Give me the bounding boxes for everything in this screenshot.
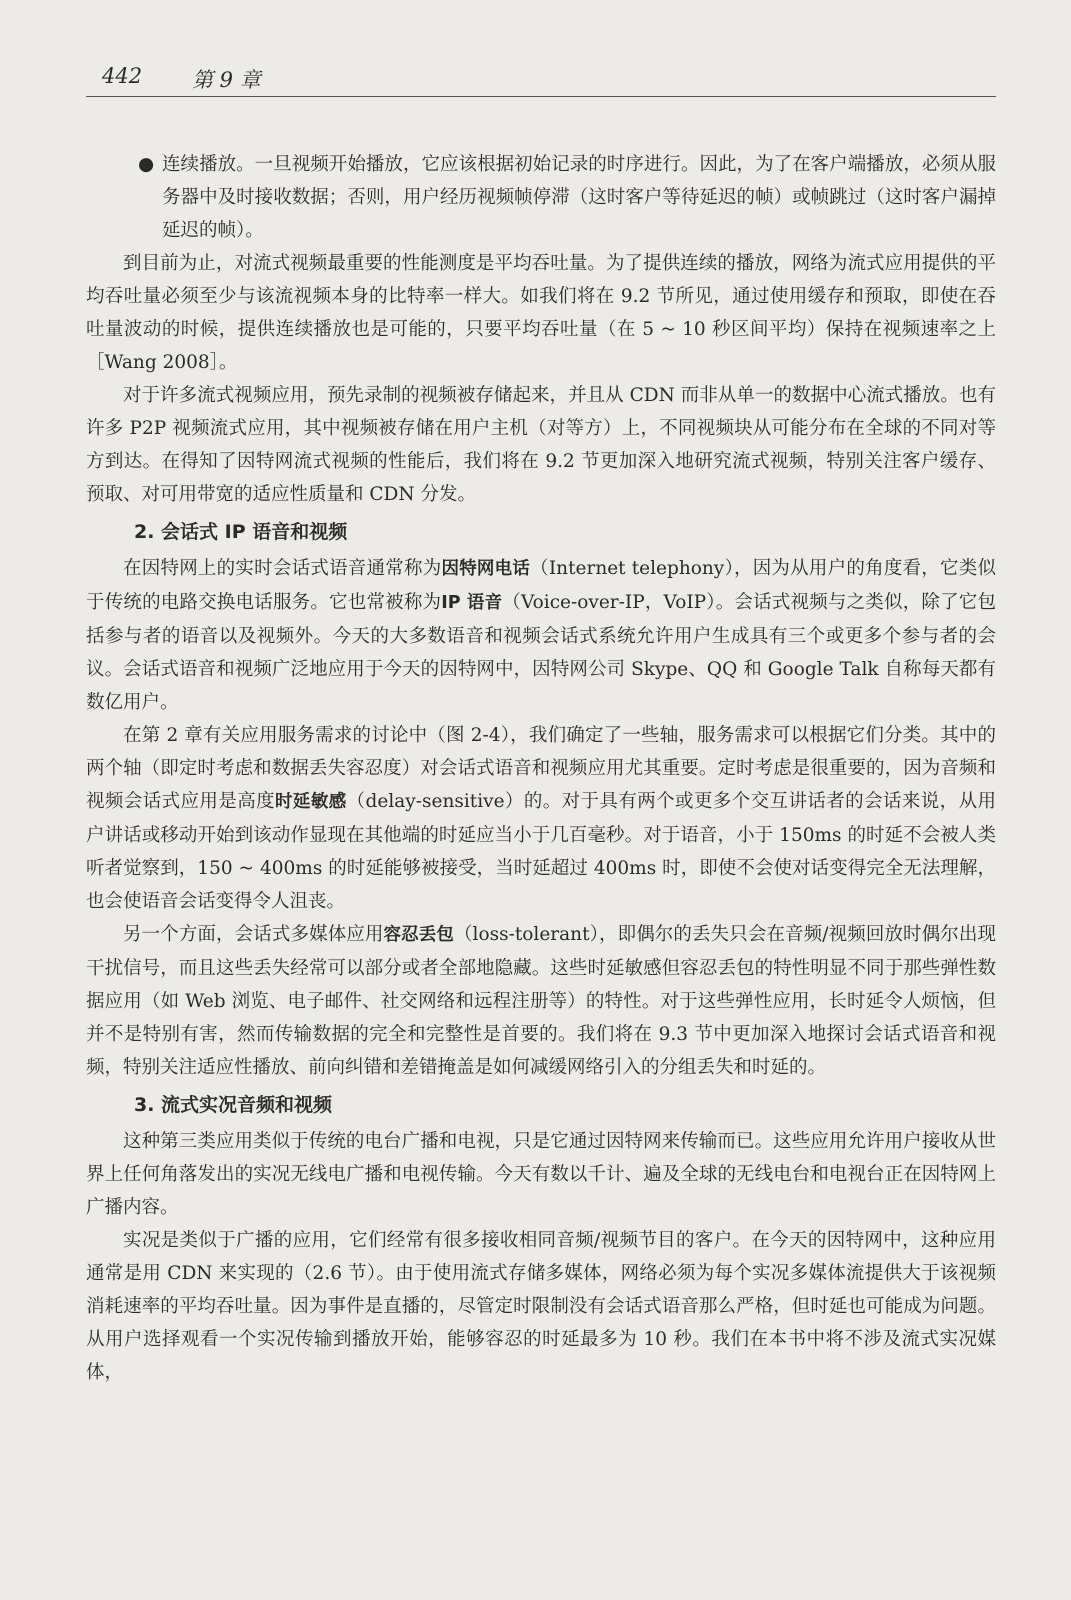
term-internet-telephony: 因特网电话 — [441, 559, 531, 579]
term-voip: IP 语音 — [441, 593, 503, 613]
bullet-continuous-playout — [86, 148, 996, 247]
text-run: （delay-sensitive）的。对于具有两个或更多个交互讲话者的会话来说，从用户讲话或移动开始到该动作显现在其他端的时延应当小于几百毫秒。对于语音，小于 150ms 的时延不会被人类听者觉察到，150 ~ 400ms 的时延能够被接受，当时延超过 400ms 时，即使不会使对话变得完全无法理解，也会使语音会话变得令人沮丧。 — [86, 791, 996, 912]
page-number: 442 — [102, 64, 143, 88]
paragraph-live-cdn: 实况是类似于广播的应用，它们经常有很多接收相同音频/视频节目的客户。在今天的因特网中，这种应用通常是用 CDN 来实现的（2.6 节）。由于使用流式存储多媒体，网络必须为每个实况多媒体流提供大于该视频消耗速率的平均吞吐量。因为事件是直播的，尽管定时限制没有会话式语音那么严格，但时延也可能成为问题。从用户选择观看一个实况传输到播放开始，能够容忍的时延最多为 10 秒。我们在本书中将不涉及流式实况媒体， — [86, 1230, 996, 1383]
page-header — [86, 60, 996, 97]
paragraph-delay-sensitive — [86, 719, 996, 918]
term-loss-tolerant: 容忍丢包 — [383, 925, 454, 945]
paragraph-live-broadcast: 这种第三类应用类似于传统的电台广播和电视，只是它通过因特网来传输而已。这些应用允许用户接收从世界上任何角落发出的实况无线电广播和电视传输。今天有数以千计、遍及全球的无线电台和电视台正在因特网上广播内容。 — [86, 1131, 996, 1218]
paragraph-internet-telephony — [86, 552, 996, 719]
section-heading-live-streaming: 3. 流式实况音频和视频 — [134, 1094, 333, 1116]
paragraph-loss-tolerant — [86, 918, 996, 1084]
text-run: 在第 2 章有关应用服务需求的讨论中（图 2-4），我们确定了一些轴，服务需求可以根据它们分类。其中的两个轴（即定时考虑和数据丢失容忍度）对会话式语音和视频应用尤其重要。定时考虑是很重要的，因为音频和视频会话式应用是高度 — [86, 725, 996, 812]
section-heading-voip: 2. 会话式 IP 语音和视频 — [134, 521, 348, 543]
page-body — [86, 148, 996, 1389]
text-run: （Internet telephony），因为从用户的角度看，它类似于传统的电路交换电话服务。它也常被称为 — [86, 558, 996, 613]
text-run: 在因特网上的实时会话式语音通常称为 — [123, 558, 442, 579]
paragraph-cdn-p2p: 对于许多流式视频应用，预先录制的视频被存储起来，并且从 CDN 而非从单一的数据中心流式播放。也有许多 P2P 视频流式应用，其中视频被存储在用户主机（对等方）上，不同视频块从可能分布在全球的不同对等方到达。在得知了因特网流式视频的性能后，我们将在 9.2 节更加深入地研究流式视频，特别关注客户缓存、预取、对可用带宽的适应性质量和 CDN 分发。 — [86, 385, 996, 505]
text-run: （loss-tolerant），即偶尔的丢失只会在音频/视频回放时偶尔出现干扰信号，而且这些丢失经常可以部分或者全部地隐藏。这些时延敏感但容忍丢包的特性明显不同于那些弹性数据应用（如 Web 浏览、电子邮件、社交网络和远程注册等）的特性。对于这些弹性应用，长时延令人烦恼，但并不是特别有害，然而传输数据的完全和完整性是首要的。我们将在 9.3 节中更加深入地探讨会话式语音和视频，特别关注适应性播放、前向纠错和差错掩盖是如何减缓网络引入的分组丢失和时延的。 — [86, 924, 996, 1078]
bullet-text: 连续播放。一旦视频开始播放，它应该根据初始记录的时序进行。因此，为了在客户端播放，必须从服务器中及时接收数据；否则，用户经历视频帧停滞（这时客户等待延迟的帧）或帧跳过（这时客户漏掉延迟的帧）。 — [162, 154, 996, 241]
paragraph-throughput: 到目前为止，对流式视频最重要的性能测度是平均吞吐量。为了提供连续的播放，网络为流式应用提供的平均吞吐量必须至少与该流视频本身的比特率一样大。如我们将在 9.2 节所见，通过使用缓存和预取，即使在吞吐量波动的时候，提供连续播放也是可能的，只要平均吞吐量（在 5 ~ 10 秒区间平均）保持在视频速率之上［Wang 2008］。 — [86, 253, 996, 373]
text-run: 另一个方面，会话式多媒体应用 — [123, 924, 384, 945]
chapter-label: 第 9 章 — [192, 68, 261, 92]
term-delay-sensitive: 时延敏感 — [275, 792, 347, 812]
text-run: （Voice-over-IP，VoIP）。会话式视频与之类似，除了它包括参与者的语音以及视频外。今天的大多数语音和视频会话式系统允许用户生成具有三个或更多个参与者的会议。会话式语音和视频广泛地应用于今天的因特网中，因特网公司 Skype、QQ 和 Google Talk 自称每天都有数亿用户。 — [86, 592, 996, 713]
bullet-marker: ● — [138, 154, 155, 175]
